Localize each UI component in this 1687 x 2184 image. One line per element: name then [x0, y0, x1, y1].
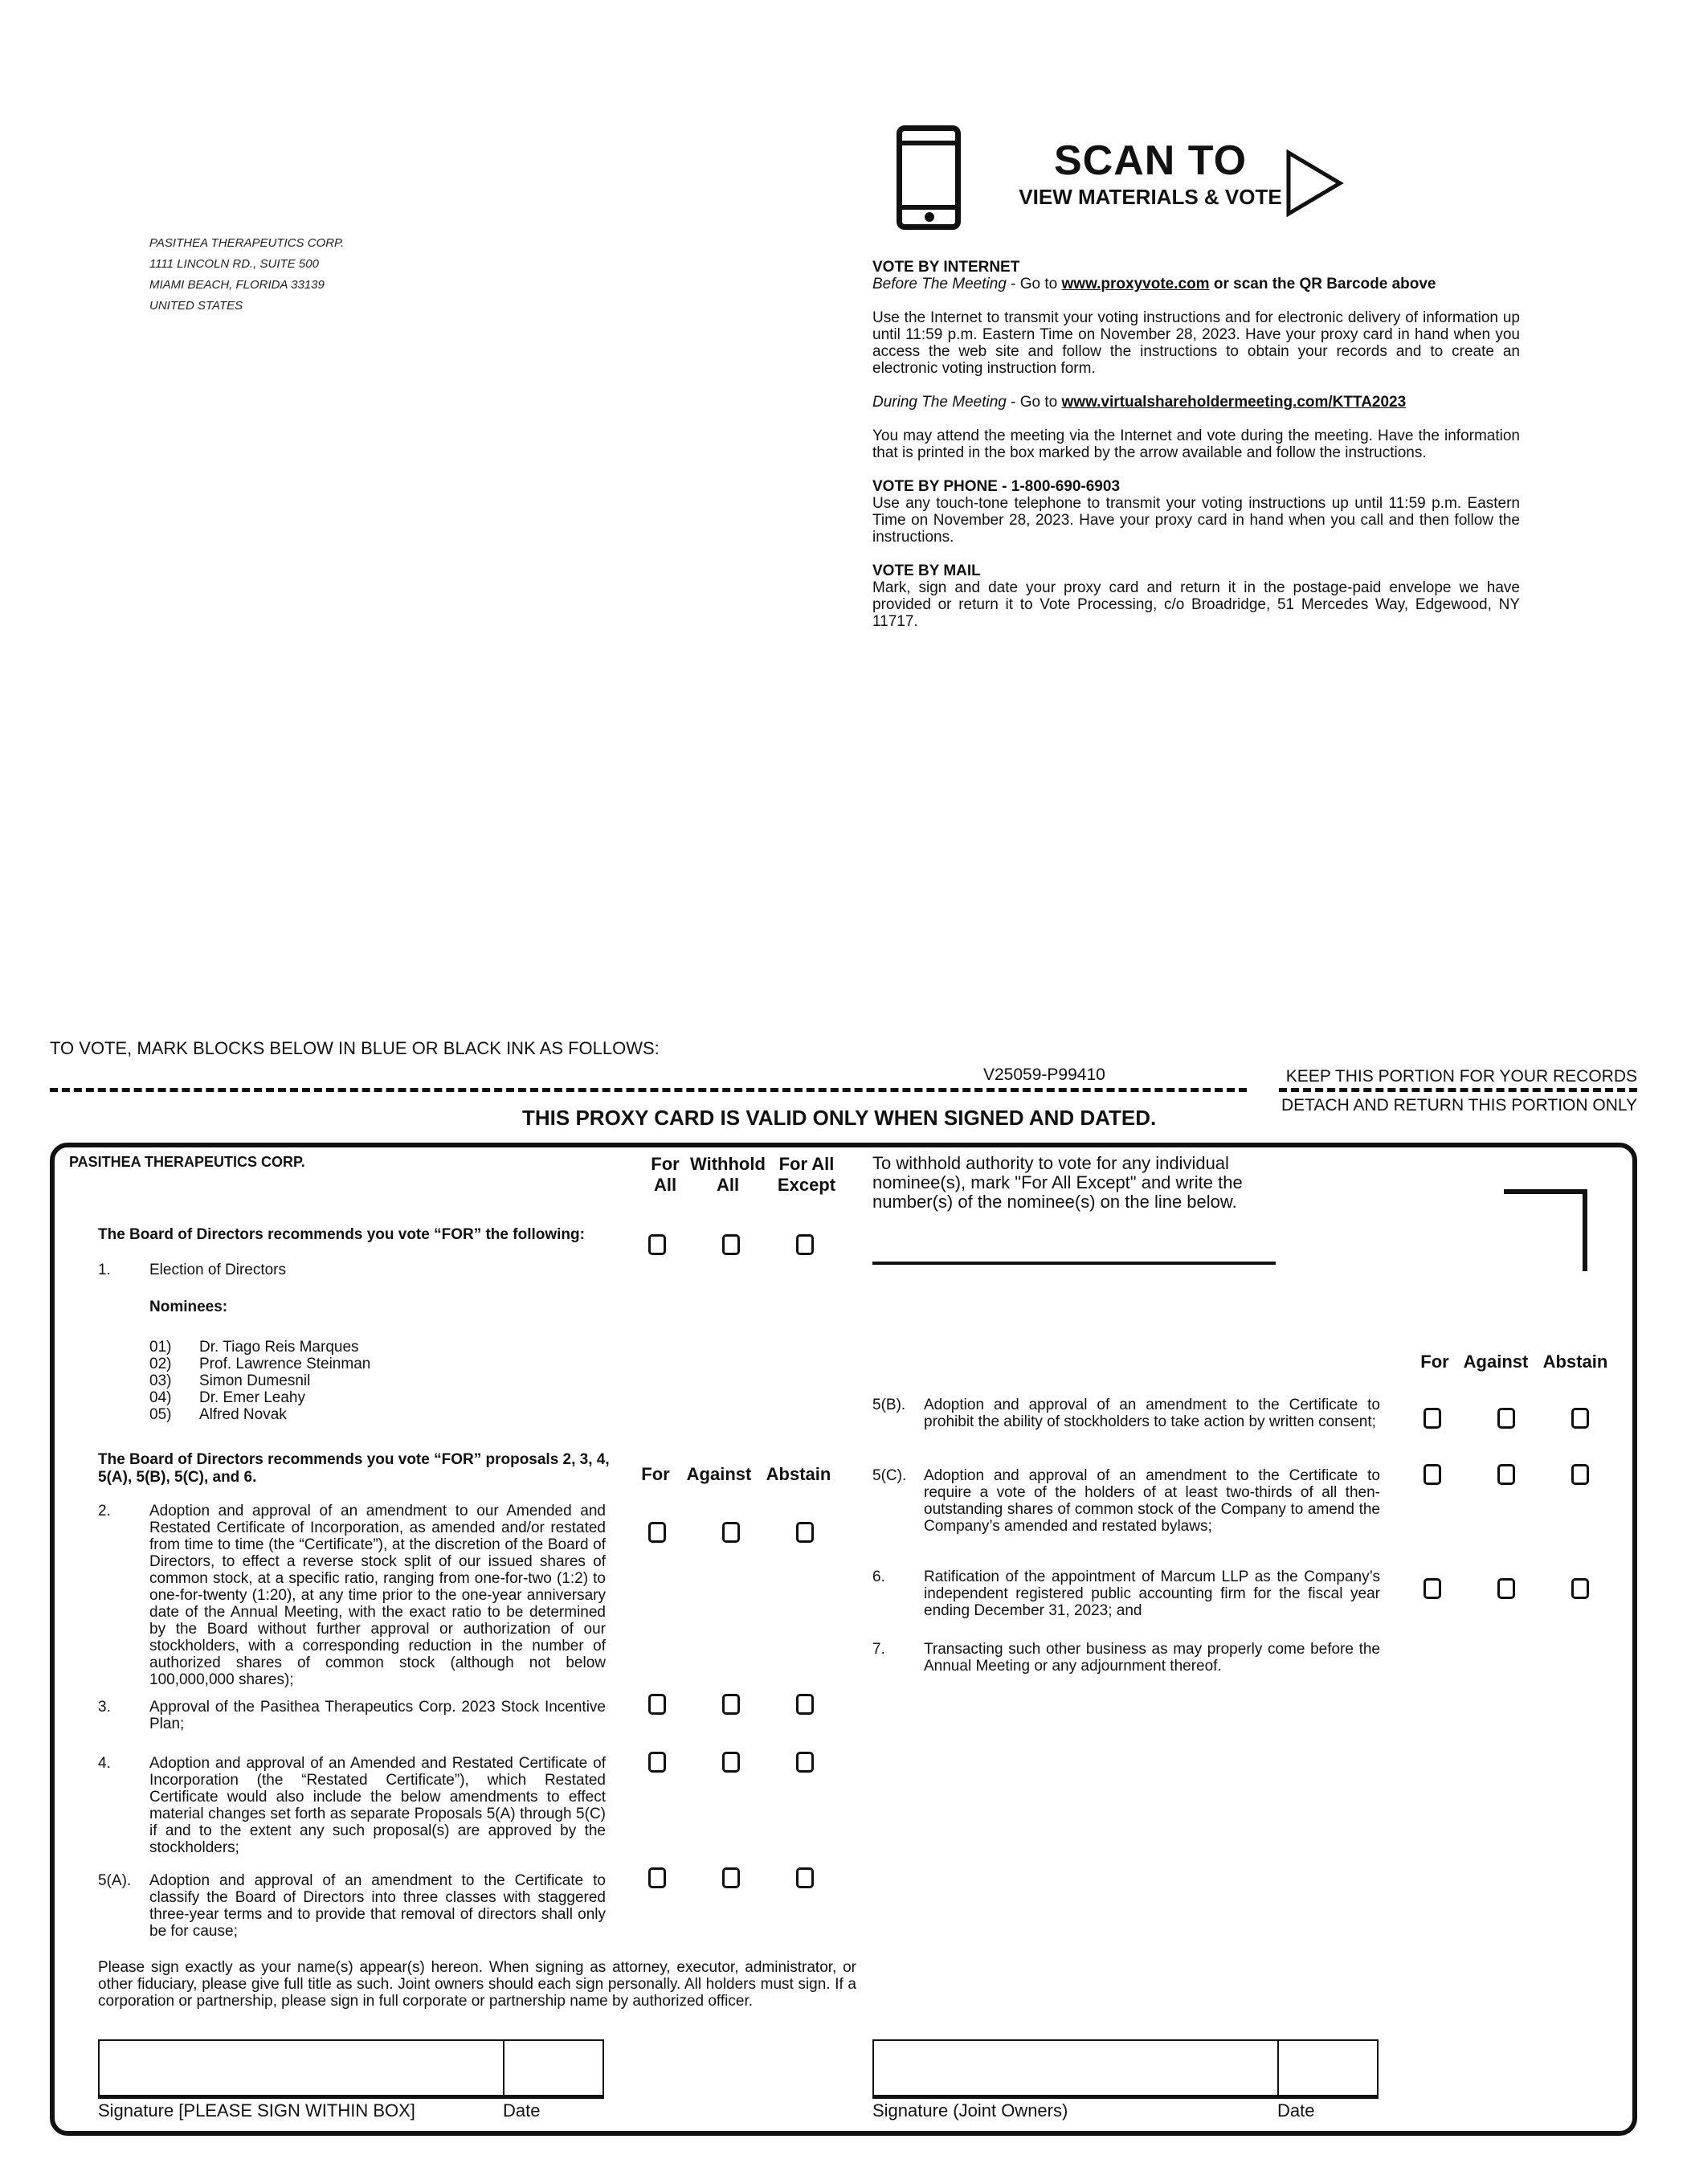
abstain-checkbox[interactable] — [1571, 1408, 1589, 1429]
address-line: 1111 LINCOLN RD., SUITE 500 — [149, 257, 319, 271]
for-all-checkbox[interactable] — [648, 1234, 666, 1255]
proposal-text: Ratification of the appointment of Marcum LLP as the Company’s independent registered public accounting firm for the fiscal year ending December 31, 2023; and — [924, 1568, 1380, 1619]
abstain-checkbox[interactable] — [1571, 1464, 1589, 1485]
withhold-all-header: Withhold All — [690, 1154, 766, 1195]
vote-phone-text: Use any touch-tone telephone to transmit your voting instructions up until 11:59 p.m. Eastern Time on November 28, 2023. Have your proxy card in hand when you call and then follow the instructions. — [872, 495, 1520, 546]
item-text: Election of Directors — [149, 1262, 287, 1278]
against-checkbox[interactable] — [1497, 1408, 1515, 1429]
mark-instruction: TO VOTE, MARK BLOCKS BELOW IN BLUE OR BLACK INK AS FOLLOWS: — [50, 1038, 660, 1058]
proposal-text: Approval of the Pasithea Therapeutics Corp. 2023 Stock Incentive Plan; — [149, 1699, 606, 1732]
for-checkbox[interactable] — [1424, 1408, 1441, 1429]
against-header: Against — [1463, 1352, 1529, 1372]
vote-internet-heading: VOTE BY INTERNET — [872, 259, 1020, 276]
against-checkbox[interactable] — [722, 1867, 740, 1888]
list-item: 03) Simon Dumesnil — [149, 1372, 311, 1389]
proposal-number: 2. — [98, 1503, 111, 1519]
proposal-text: Adoption and approval of an amendment to the Certificate to prohibit the ability of stockholders to take action by written consent; — [924, 1397, 1380, 1430]
nominee-exception-line[interactable] — [872, 1262, 1276, 1265]
corner-mark — [1504, 1189, 1587, 1271]
signature-label: Signature [PLEASE SIGN WITHIN BOX] — [98, 2100, 415, 2121]
vote-during-line: During The Meeting - Go to www.virtualshareholdermeeting.com/KTTA2023 — [872, 394, 1407, 411]
proposal-number: 5(C). — [872, 1467, 907, 1484]
abstain-header: Abstain — [766, 1464, 831, 1484]
joint-date-label: Date — [1277, 2100, 1315, 2121]
address-line: PASITHEA THERAPEUTICS CORP. — [149, 236, 345, 250]
virtual-meeting-link[interactable]: www.virtualshareholdermeeting.com/KTTA2023 — [1061, 394, 1407, 411]
detach-portion-label: DETACH AND RETURN THIS PORTION ONLY — [1281, 1096, 1637, 1114]
valid-notice: THIS PROXY CARD IS VALID ONLY WHEN SIGNED AND DATED. — [522, 1106, 1157, 1130]
phone-icon — [897, 125, 961, 230]
abstain-checkbox[interactable] — [1571, 1578, 1589, 1599]
vote-mail-text: Mark, sign and date your proxy card and return it in the postage-paid envelope we have provided or return it to Vote Processing, c/o Broadridge, 51 Mercedes Way, Edgewood, NY 11717. — [872, 579, 1520, 630]
for-header: For — [1420, 1352, 1449, 1372]
for-checkbox[interactable] — [648, 1522, 666, 1543]
control-number: V25059-P99410 — [980, 1065, 1109, 1085]
recommend-heading: The Board of Directors recommends you vote “FOR” proposals 2, 3, 4, 5(A), 5(B), 5(C), and 6. — [98, 1451, 610, 1486]
detach-line — [1279, 1088, 1637, 1092]
abstain-checkbox[interactable] — [796, 1694, 814, 1715]
against-header: Against — [686, 1464, 752, 1484]
for-all-header: For All — [651, 1154, 680, 1195]
withhold-all-checkbox[interactable] — [722, 1234, 740, 1255]
for-checkbox[interactable] — [648, 1694, 666, 1715]
return-address — [149, 233, 344, 317]
recommend-heading: The Board of Directors recommends you vote “FOR” the following: — [98, 1226, 585, 1243]
proposal-number: 6. — [872, 1568, 885, 1585]
joint-signature-label: Signature (Joint Owners) — [872, 2100, 1068, 2121]
vote-mail-heading: VOTE BY MAIL — [872, 562, 981, 579]
abstain-checkbox[interactable] — [796, 1867, 814, 1888]
nominee-list — [149, 1339, 370, 1423]
for-checkbox[interactable] — [648, 1867, 666, 1888]
date-box[interactable] — [503, 2039, 604, 2099]
proposal-text: Transacting such other business as may properly come before the Annual Meeting or any adjournment thereof. — [924, 1641, 1380, 1675]
vote-before-text: Use the Internet to transmit your voting instructions and for electronic delivery of information up until 11:59 p.m. Eastern Time on November 28, 2023. Have your proxy card in hand when you access the web site and follow the instructions to obtain your records and to create an electronic voting instruction form. — [872, 309, 1520, 377]
against-checkbox[interactable] — [722, 1752, 740, 1773]
withhold-instruction: To withhold authority to vote for any individual nominee(s), mark "For All Except" and write the number(s) of the nominee(s) on the line below. — [872, 1153, 1243, 1212]
nominees-label: Nominees: — [149, 1299, 228, 1315]
vote-before-line: Before The Meeting - Go to www.proxyvote.com or scan the QR Barcode above — [872, 276, 1436, 292]
proposal-number: 5(A). — [98, 1872, 132, 1889]
proposal-number: 5(B). — [872, 1397, 906, 1413]
against-checkbox[interactable] — [1497, 1578, 1515, 1599]
against-checkbox[interactable] — [722, 1694, 740, 1715]
vote-phone-heading: VOTE BY PHONE - 1-800-690-6903 — [872, 478, 1121, 495]
list-item: 01) Dr. Tiago Reis Marques — [149, 1339, 359, 1356]
proposal-number: 3. — [98, 1699, 111, 1716]
against-checkbox[interactable] — [722, 1522, 740, 1543]
abstain-header: Abstain — [1542, 1352, 1608, 1372]
scan-subtitle: VIEW MATERIALS & VOTE — [1019, 185, 1282, 209]
address-line: UNITED STATES — [149, 299, 243, 313]
voting-instructions — [872, 259, 1520, 630]
vote-during-text: You may attend the meeting via the Internet and vote during the meeting. Have the information that is printed in the box marked by the arrow available and follow the instructions. — [872, 427, 1520, 461]
proposal-text: Adoption and approval of an Amended and Restated Certificate of Incorporation (the “Restated Certificate”), which Restated Certificate would also include the below amendments to effect material changes set forth as separate Proposals 5(A) through 5(C) if and to the extent any such proposal(s) are approved by the stockholders; — [149, 1755, 606, 1856]
arrow-right-icon — [1285, 149, 1345, 217]
list-item: 04) Dr. Emer Leahy — [149, 1389, 305, 1406]
proposal-text: Adoption and approval of an amendment to our Amended and Restated Certificate of Incorporation, as amended and/or restated from time to time (the “Certificate”), at the discretion of the Board of Directors, to effect a reverse stock split of our issued shares of common stock, at a specific ratio, ranging from one-for-two (1:2) to one-for-twenty (1:20), at any time prior to the one-year anniversary date of the Annual Meeting, with the exact ratio to be determined by the Board without further approval or authorization of our stockholders, with a corresponding reduction in the number of authorized shares of common stock (although not below 100,000,000 shares); — [149, 1503, 606, 1688]
for-checkbox[interactable] — [1424, 1578, 1441, 1599]
list-item: 02) Prof. Lawrence Steinman — [149, 1356, 371, 1372]
sign-instruction: Please sign exactly as your name(s) appear(s) hereon. When signing as attorney, executor, administrator, or other fiduciary, please give full title as such. Joint owners should each sign personally. All holders must sign. If a corporation or partnership, please sign in full corporate or partnership name by authorized officer. — [98, 1959, 856, 2010]
joint-signature-box[interactable] — [872, 2039, 1279, 2099]
scan-title: SCAN TO — [1053, 137, 1248, 184]
against-checkbox[interactable] — [1497, 1464, 1515, 1485]
proposal-text: Adoption and approval of an amendment to the Certificate to classify the Board of Directors into three classes with staggered three-year terms and to provide that removal of directors shall only be for cause; — [149, 1872, 606, 1940]
proposal-text: Adoption and approval of an amendment to the Certificate to require a vote of the holders of at least two-thirds of all then-outstanding shares of common stock of the Company to amend the Company’s amended and restated bylaws; — [924, 1467, 1380, 1535]
keep-portion-label: KEEP THIS PORTION FOR YOUR RECORDS — [1285, 1067, 1637, 1086]
for-header: For — [641, 1464, 670, 1484]
detach-line — [50, 1088, 1247, 1092]
abstain-checkbox[interactable] — [796, 1522, 814, 1543]
for-checkbox[interactable] — [1424, 1464, 1441, 1485]
list-item: 05) Alfred Novak — [149, 1406, 287, 1423]
signature-box[interactable] — [98, 2039, 504, 2099]
date-label: Date — [503, 2100, 541, 2121]
for-checkbox[interactable] — [648, 1752, 666, 1773]
abstain-checkbox[interactable] — [796, 1752, 814, 1773]
proposal-number: 4. — [98, 1755, 111, 1772]
company-name: PASITHEA THERAPEUTICS CORP. — [69, 1154, 305, 1170]
proxyvote-link[interactable]: www.proxyvote.com — [1061, 276, 1210, 292]
joint-date-box[interactable] — [1277, 2039, 1379, 2099]
address-line: MIAMI BEACH, FLORIDA 33139 — [149, 278, 325, 292]
item-number: 1. — [98, 1262, 111, 1278]
for-all-except-header: For All Except — [777, 1154, 836, 1195]
proposal-number: 7. — [872, 1641, 885, 1658]
for-all-except-checkbox[interactable] — [796, 1234, 814, 1255]
